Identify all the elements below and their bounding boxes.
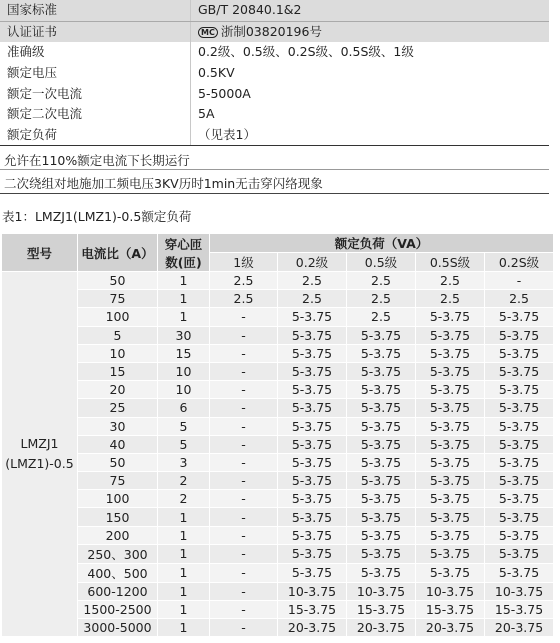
load-value-cell: 5-3.75	[347, 526, 416, 544]
turns-cell: 15	[158, 344, 210, 362]
load-value-cell: 5-3.75	[485, 326, 554, 344]
spec-row	[0, 63, 549, 84]
turns-cell: 2	[158, 472, 210, 490]
load-value-cell: -	[210, 308, 278, 326]
turns-cell: 1	[158, 508, 210, 526]
ratio-cell: 250、300	[78, 544, 158, 563]
turns-cell: 1	[158, 308, 210, 326]
load-value-cell: -	[210, 582, 278, 600]
load-value-cell: 2.5	[278, 290, 347, 308]
divider	[0, 193, 549, 194]
load-value-cell: -	[210, 508, 278, 526]
spec-value: 0.2级、0.5级、0.2S级、0.5S级、1级	[191, 42, 550, 63]
load-value-cell: 5-3.75	[278, 526, 347, 544]
spec-note: 允许在110%额定电流下长期运行	[4, 153, 190, 168]
load-value-cell: -	[210, 601, 278, 619]
turns-cell: 1	[158, 272, 210, 290]
load-value-cell: 5-3.75	[347, 417, 416, 435]
table-row	[2, 472, 554, 490]
load-value-cell: 10-3.75	[416, 582, 485, 600]
spec-row	[0, 0, 549, 21]
col-header-model: 型号	[2, 234, 78, 272]
table-row	[2, 272, 554, 290]
spec-row	[0, 21, 549, 42]
load-value-cell: -	[210, 544, 278, 563]
load-value-cell: 2.5	[210, 272, 278, 290]
table-row	[2, 308, 554, 326]
load-value-cell: -	[210, 344, 278, 362]
ratio-cell: 100	[78, 490, 158, 508]
ratio-cell: 400、500	[78, 563, 158, 582]
load-value-cell: 5-3.75	[347, 508, 416, 526]
spec-row	[0, 104, 549, 125]
spec-row	[0, 125, 549, 146]
load-value-cell: 5-3.75	[347, 326, 416, 344]
col-header-turns-line1: 穿心匝	[164, 236, 203, 252]
load-value-cell: 5-3.75	[485, 544, 554, 563]
table-row	[2, 582, 554, 600]
table-body	[2, 272, 554, 637]
load-value-cell: 5-3.75	[485, 435, 554, 453]
turns-cell: 30	[158, 326, 210, 344]
ratio-cell: 600-1200	[78, 582, 158, 600]
load-value-cell: 2.5	[485, 290, 554, 308]
model-name-line2: (LMZ1)-0.5	[5, 456, 74, 472]
load-value-cell: -	[210, 472, 278, 490]
ratio-cell: 50	[78, 272, 158, 290]
load-value-cell: 5-3.75	[416, 490, 485, 508]
load-value-cell: 5-3.75	[278, 544, 347, 563]
load-value-cell: 5-3.75	[485, 508, 554, 526]
load-value-cell: 5-3.75	[347, 544, 416, 563]
ratio-cell: 5	[78, 326, 158, 344]
ratio-cell: 30	[78, 417, 158, 435]
load-value-cell: 15-3.75	[485, 601, 554, 619]
load-value-cell: 5-3.75	[485, 417, 554, 435]
load-value-cell: 5-3.75	[485, 381, 554, 399]
load-value-cell: 20-3.75	[347, 619, 416, 637]
load-value-cell: 5-3.75	[278, 399, 347, 417]
col-header-turns	[158, 234, 210, 272]
spec-value: 浙制03820196号	[220, 23, 322, 39]
col-header-turns-line2: 数(匝)	[165, 254, 202, 270]
spec-label: 准确级	[7, 44, 45, 60]
load-value-cell: -	[210, 326, 278, 344]
load-value-cell: 5-3.75	[485, 472, 554, 490]
load-value-cell: -	[210, 435, 278, 453]
load-value-cell: 5-3.75	[416, 435, 485, 453]
load-value-cell: 2.5	[278, 272, 347, 290]
load-value-cell: -	[210, 399, 278, 417]
load-value-cell: 5-3.75	[485, 526, 554, 544]
spec-value: 5A	[191, 104, 550, 125]
table-row	[2, 381, 554, 399]
spec-row	[0, 42, 549, 63]
table-row	[2, 619, 554, 637]
load-value-cell: 2.5	[347, 290, 416, 308]
load-value-cell: 5-3.75	[347, 435, 416, 453]
load-value-cell: -	[210, 417, 278, 435]
ratio-cell: 20	[78, 381, 158, 399]
ratio-cell: 40	[78, 435, 158, 453]
load-value-cell: 5-3.75	[278, 563, 347, 582]
table-row	[2, 544, 554, 563]
ratio-cell: 1500-2500	[78, 601, 158, 619]
col-header-class: 0.5级	[347, 253, 416, 272]
load-value-cell: 5-3.75	[347, 399, 416, 417]
table-row	[2, 290, 554, 308]
table-row	[2, 399, 554, 417]
load-value-cell: 5-3.75	[278, 472, 347, 490]
load-value-cell: 15-3.75	[347, 601, 416, 619]
ratio-cell: 150	[78, 508, 158, 526]
load-value-cell: -	[210, 362, 278, 380]
table-row	[2, 362, 554, 380]
load-value-cell: 5-3.75	[485, 563, 554, 582]
load-value-cell: 5-3.75	[278, 381, 347, 399]
load-value-cell: 15-3.75	[278, 601, 347, 619]
load-value-cell: -	[210, 563, 278, 582]
load-value-cell: 5-3.75	[485, 399, 554, 417]
turns-cell: 10	[158, 381, 210, 399]
ratio-cell: 15	[78, 362, 158, 380]
load-value-cell: 5-3.75	[347, 472, 416, 490]
table-row	[2, 490, 554, 508]
load-value-cell: 5-3.75	[485, 453, 554, 471]
load-value-cell: 20-3.75	[278, 619, 347, 637]
header-row	[2, 234, 554, 253]
load-value-cell: -	[210, 381, 278, 399]
ratio-cell: 200	[78, 526, 158, 544]
load-value-cell: 5-3.75	[416, 326, 485, 344]
load-value-cell: 2.5	[416, 290, 485, 308]
load-value-cell: 5-3.75	[278, 453, 347, 471]
table-row	[2, 326, 554, 344]
load-value-cell: 5-3.75	[416, 399, 485, 417]
spec-label: 额定电压	[7, 65, 58, 81]
load-value-cell: -	[210, 490, 278, 508]
ratio-cell: 75	[78, 290, 158, 308]
model-name-line1: LMZJ1	[20, 436, 59, 452]
ratio-cell: 3000-5000	[78, 619, 158, 637]
load-value-cell: 5-3.75	[278, 508, 347, 526]
spec-value-cell	[191, 21, 550, 42]
load-value-cell: -	[210, 526, 278, 544]
ratio-cell: 75	[78, 472, 158, 490]
load-value-cell: 5-3.75	[278, 362, 347, 380]
load-value-cell: 5-3.75	[278, 435, 347, 453]
load-value-cell: -	[485, 272, 554, 290]
spec-label: 额定负荷	[0, 125, 191, 146]
load-value-cell: 5-3.75	[416, 508, 485, 526]
turns-cell: 1	[158, 563, 210, 582]
load-value-cell: 5-3.75	[347, 381, 416, 399]
turns-cell: 3	[158, 453, 210, 471]
load-value-cell: -	[210, 619, 278, 637]
col-header-rated-load: 额定负荷（VA）	[210, 234, 554, 253]
turns-cell: 1	[158, 544, 210, 563]
load-value-cell: 5-3.75	[278, 308, 347, 326]
spec-value: 0.5KV	[191, 63, 550, 84]
load-value-cell: 5-3.75	[347, 490, 416, 508]
col-header-class: 0.2级	[278, 253, 347, 272]
load-value-cell: 5-3.75	[485, 362, 554, 380]
load-value-cell: 5-3.75	[278, 326, 347, 344]
load-value-cell: 5-3.75	[485, 344, 554, 362]
spec-table	[0, 0, 549, 146]
col-header-class: 0.5S级	[416, 253, 485, 272]
load-value-cell: 20-3.75	[416, 619, 485, 637]
table-row	[2, 563, 554, 582]
ratio-cell: 25	[78, 399, 158, 417]
table-row	[2, 526, 554, 544]
load-value-cell: 10-3.75	[278, 582, 347, 600]
turns-cell: 2	[158, 490, 210, 508]
spec-value: GB/T 20840.1&2	[191, 0, 550, 21]
certification-mark-icon: MC	[198, 27, 218, 38]
load-value-cell: 5-3.75	[278, 344, 347, 362]
spec-label: 额定二次电流	[7, 106, 83, 122]
load-value-cell: 5-3.75	[416, 563, 485, 582]
table-row	[2, 508, 554, 526]
load-value-cell: 5-3.75	[416, 381, 485, 399]
table-row	[2, 417, 554, 435]
load-value-cell: 2.5	[347, 272, 416, 290]
load-value-cell: 2.5	[416, 272, 485, 290]
load-value-cell: 5-3.75	[347, 362, 416, 380]
col-header-class: 1级	[210, 253, 278, 272]
turns-cell: 5	[158, 417, 210, 435]
load-value-cell: 5-3.75	[416, 526, 485, 544]
load-value-cell: 5-3.75	[347, 344, 416, 362]
table-row	[2, 453, 554, 471]
turns-cell: 1	[158, 290, 210, 308]
load-value-cell: 20-3.75	[485, 619, 554, 637]
load-value-cell: 10-3.75	[485, 582, 554, 600]
load-value-cell: 15-3.75	[416, 601, 485, 619]
ratio-cell: 100	[78, 308, 158, 326]
table-row	[2, 435, 554, 453]
table-row	[2, 601, 554, 619]
load-value-cell: 5-3.75	[416, 544, 485, 563]
col-header-class: 0.2S级	[485, 253, 554, 272]
model-cell	[2, 272, 78, 637]
spec-label: 额定一次电流	[7, 85, 83, 101]
turns-cell: 1	[158, 526, 210, 544]
load-value-cell: 5-3.75	[347, 563, 416, 582]
load-value-cell: 5-3.75	[278, 417, 347, 435]
load-value-cell: 10-3.75	[347, 582, 416, 600]
load-value-cell: -	[210, 453, 278, 471]
load-value-cell: 5-3.75	[416, 362, 485, 380]
turns-cell: 1	[158, 619, 210, 637]
load-value-cell: 5-3.75	[278, 490, 347, 508]
turns-cell: 5	[158, 435, 210, 453]
turns-cell: 6	[158, 399, 210, 417]
divider	[0, 169, 549, 170]
spec-value: （见表1）	[191, 125, 550, 146]
rated-load-table	[1, 233, 554, 637]
ratio-cell: 50	[78, 453, 158, 471]
spec-note: 二次绕组对地施加工频电压3KV历时1min无击穿闪络现象	[4, 176, 323, 191]
load-value-cell: 2.5	[347, 308, 416, 326]
col-header-ratio: 电流比（A）	[78, 234, 158, 272]
load-value-cell: 5-3.75	[347, 453, 416, 471]
spec-value: 5-5000A	[191, 83, 550, 104]
load-value-cell: 5-3.75	[416, 417, 485, 435]
spec-label: 认证证书	[0, 21, 191, 42]
load-value-cell: 2.5	[210, 290, 278, 308]
load-value-cell: 5-3.75	[416, 308, 485, 326]
load-value-cell: 5-3.75	[485, 308, 554, 326]
load-value-cell: 5-3.75	[416, 472, 485, 490]
turns-cell: 1	[158, 601, 210, 619]
turns-cell: 10	[158, 362, 210, 380]
load-value-cell: 5-3.75	[416, 344, 485, 362]
load-value-cell: 5-3.75	[485, 490, 554, 508]
spec-label: 国家标准	[0, 0, 191, 21]
turns-cell: 1	[158, 582, 210, 600]
load-value-cell: 5-3.75	[416, 453, 485, 471]
table-row	[2, 344, 554, 362]
table-caption: 表1：LMZJ1(LMZ1)-0.5额定负荷	[2, 209, 192, 224]
ratio-cell: 10	[78, 344, 158, 362]
spec-row	[0, 83, 549, 104]
